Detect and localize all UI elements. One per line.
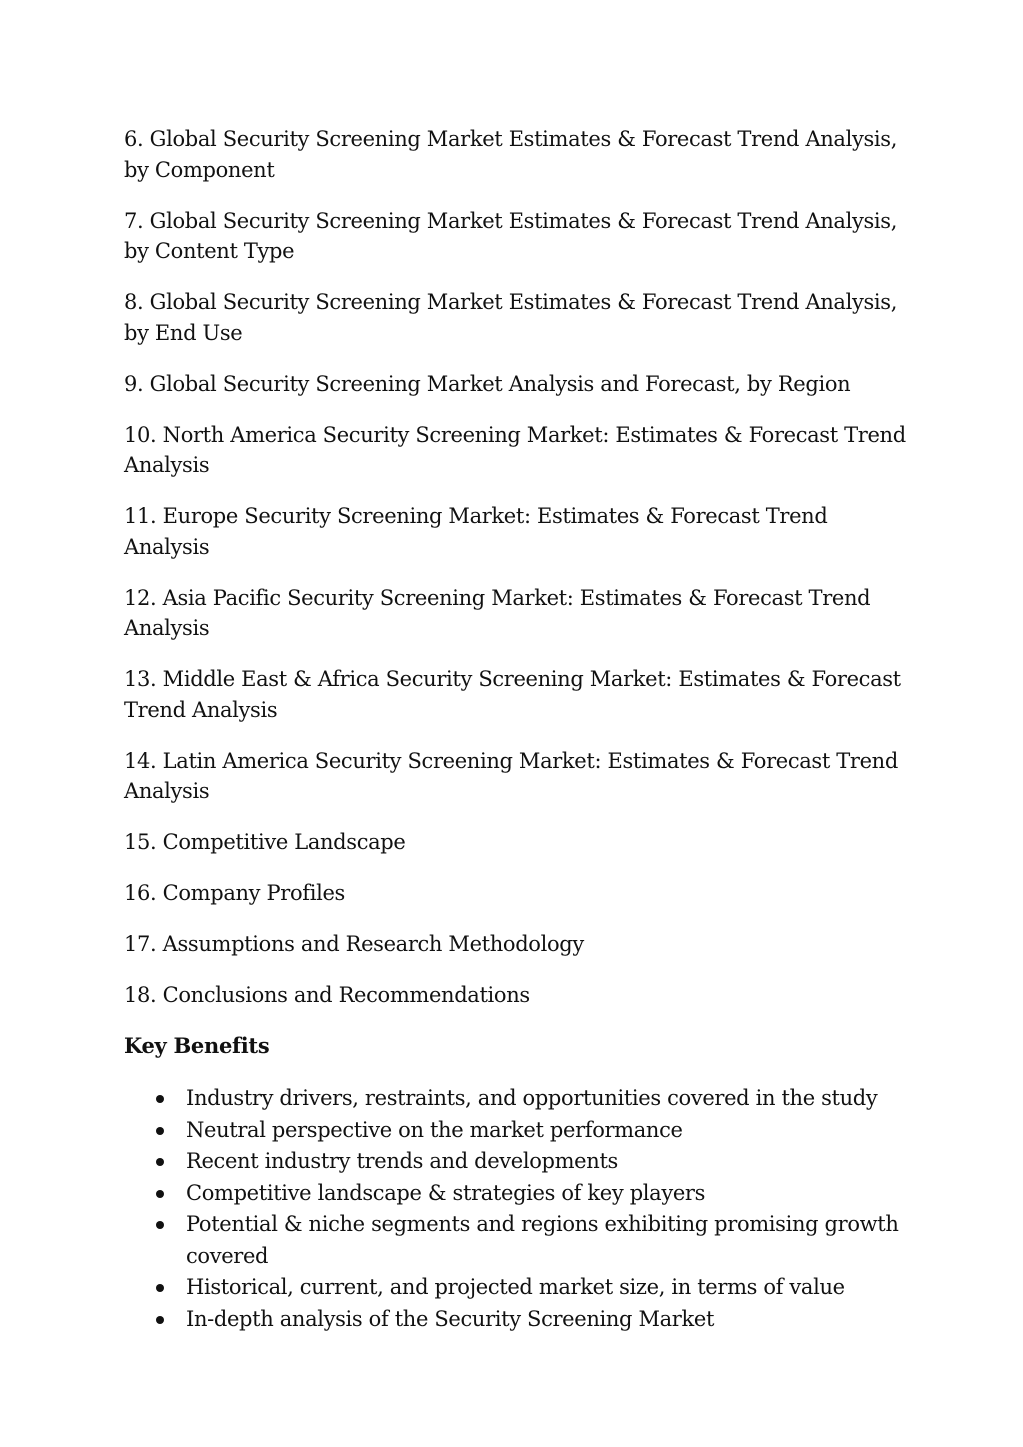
- toc-item-10: 10. North America Security Screening Market: Estimates & Forecast Trend Analysis: [124, 422, 906, 477]
- benefit-text: Neutral perspective on the market performance: [186, 1117, 683, 1142]
- toc-item-9: 9. Global Security Screening Market Analysis and Forecast, by Region: [124, 371, 851, 396]
- bullet-icon: [156, 1221, 164, 1229]
- list-item: [186, 1304, 914, 1336]
- toc-item-16: 16. Company Profiles: [124, 881, 345, 905]
- list-item: [186, 1146, 914, 1178]
- key-benefits-list: [124, 1083, 914, 1335]
- benefit-text: Recent industry trends and developments: [186, 1149, 618, 1173]
- list-item: [186, 1178, 914, 1210]
- toc-item-8: 8. Global Security Screening Market Estimates & Forecast Trend Analysis, by End Use: [124, 290, 898, 345]
- benefit-text: Potential & niche segments and regions exhibiting promising growth covered: [186, 1212, 899, 1268]
- benefit-text: Industry drivers, restraints, and opportunities covered in the study: [186, 1086, 878, 1110]
- bullet-icon: [156, 1158, 164, 1166]
- benefit-text: Competitive landscape & strategies of key players: [186, 1180, 706, 1205]
- list-item: [186, 1083, 914, 1115]
- toc-item-14: 14. Latin America Security Screening Market: Estimates & Forecast Trend Analysis: [124, 748, 898, 803]
- toc-item-7: 7. Global Security Screening Market Estimates & Forecast Trend Analysis, by Content Type: [124, 208, 898, 263]
- toc-item-15: 15. Competitive Landscape: [124, 830, 406, 854]
- table-of-contents: [124, 124, 914, 1011]
- toc-item-17: 17. Assumptions and Research Methodology: [124, 932, 584, 956]
- bullet-icon: [156, 1284, 164, 1292]
- bullet-icon: [156, 1316, 164, 1324]
- list-item: [186, 1272, 914, 1304]
- toc-item-6: 6. Global Security Screening Market Estimates & Forecast Trend Analysis, by Component: [124, 127, 898, 182]
- key-benefits-heading: Key Benefits: [124, 1033, 270, 1058]
- benefit-text: Historical, current, and projected market size, in terms of value: [186, 1275, 845, 1299]
- bullet-icon: [156, 1190, 164, 1198]
- document-page: [124, 124, 914, 1335]
- toc-item-18: 18. Conclusions and Recommendations: [124, 983, 530, 1007]
- toc-item-12: 12. Asia Pacific Security Screening Market: Estimates & Forecast Trend Analysis: [124, 585, 871, 640]
- benefit-text: In-depth analysis of the Security Screening Market: [186, 1306, 715, 1331]
- list-item: [186, 1209, 914, 1272]
- bullet-icon: [156, 1127, 164, 1135]
- toc-item-11: 11. Europe Security Screening Market: Estimates & Forecast Trend Analysis: [124, 504, 828, 559]
- toc-item-13: 13. Middle East & Africa Security Screening Market: Estimates & Forecast Trend Analysis: [124, 667, 901, 722]
- list-item: [186, 1115, 914, 1147]
- bullet-icon: [156, 1095, 164, 1103]
